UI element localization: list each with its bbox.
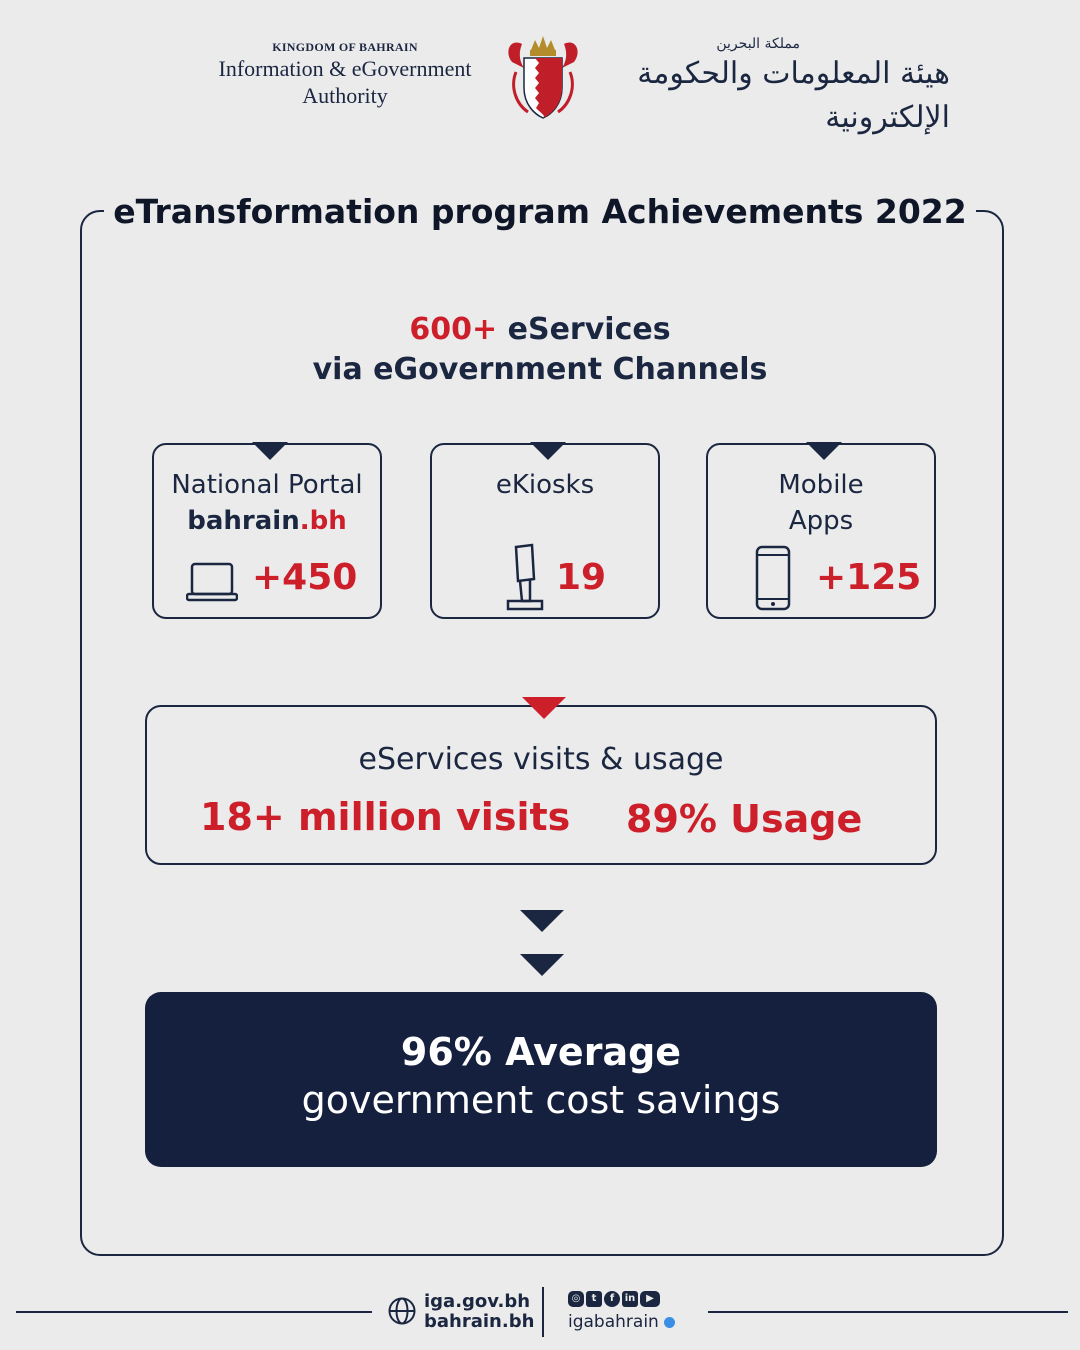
- org-name-line1: Information & eGovernment: [218, 56, 472, 81]
- card-notch: [530, 442, 566, 460]
- portal-domain-name: bahrain: [187, 506, 300, 536]
- visits-title: eServices visits & usage: [358, 742, 724, 777]
- channel-card-ekiosks: [430, 443, 660, 619]
- header-arabic: [590, 36, 950, 140]
- bahrain-crest-logo: [502, 32, 584, 122]
- channel-label-line1: National Portal: [171, 470, 363, 500]
- cost-savings-box: [145, 992, 937, 1167]
- channel-value: +125: [816, 557, 922, 598]
- social-handle-text: igabahrain: [568, 1312, 659, 1332]
- kiosk-icon: [502, 543, 548, 613]
- footer-rule-left: [16, 1311, 372, 1313]
- title-container: [104, 188, 976, 238]
- channel-card-national-portal: [152, 443, 382, 619]
- eservices-count: 600+: [409, 312, 498, 347]
- down-arrow-2: [520, 954, 564, 976]
- social-handle[interactable]: [568, 1312, 675, 1332]
- footer-rule-right: [708, 1311, 1068, 1313]
- card-notch: [252, 442, 288, 460]
- verified-badge-icon: [664, 1317, 675, 1328]
- org-name-arabic: هيئة المعلومات والحكومة الإلكترونية: [637, 56, 950, 135]
- channel-label: [708, 467, 934, 539]
- card-notch: [806, 442, 842, 460]
- footer-link-iga[interactable]: iga.gov.bh: [424, 1291, 531, 1312]
- channel-label-line2: Apps: [788, 506, 854, 536]
- header-english: [190, 40, 500, 109]
- eservices-label: eServices: [497, 312, 671, 347]
- down-arrow-1: [520, 910, 564, 932]
- savings-subline: government cost savings: [301, 1078, 781, 1122]
- visits-usage-box: [145, 705, 937, 865]
- channel-label: eKiosks: [495, 470, 595, 500]
- page-title: eTransformation program Achievements 2022: [113, 192, 967, 231]
- eservices-subline: via eGovernment Channels: [312, 352, 768, 387]
- org-name-line2: Authority: [302, 83, 388, 108]
- channel-label: [154, 467, 380, 539]
- channel-value: 19: [556, 557, 607, 598]
- twitter-icon[interactable]: t: [586, 1291, 602, 1307]
- channel-label-line1: Mobile: [778, 470, 864, 500]
- laptop-icon: [186, 561, 238, 605]
- mobile-phone-icon: [754, 545, 792, 611]
- footer-link-bahrain[interactable]: bahrain.bh: [424, 1311, 535, 1332]
- eservices-headline: [140, 310, 940, 390]
- footer-divider: [542, 1287, 544, 1337]
- visits-count: 18+ million visits: [200, 795, 571, 839]
- savings-headline: 96% Average: [400, 1030, 682, 1074]
- linkedin-icon[interactable]: in: [622, 1291, 638, 1307]
- youtube-icon[interactable]: ▶: [640, 1291, 660, 1307]
- kingdom-label: KINGDOM OF BAHRAIN: [272, 40, 418, 54]
- facebook-icon[interactable]: f: [604, 1291, 620, 1307]
- channel-card-mobile-apps: [706, 443, 936, 619]
- globe-icon: [387, 1296, 417, 1326]
- social-icons: [568, 1291, 662, 1310]
- portal-domain-tld: .bh: [299, 506, 347, 536]
- visits-notch: [522, 697, 566, 719]
- channel-value: +450: [252, 557, 358, 598]
- usage-percent: 89% Usage: [626, 797, 863, 841]
- instagram-icon[interactable]: ◎: [568, 1291, 584, 1307]
- footer-links: [424, 1292, 534, 1332]
- kingdom-label-arabic: مملكة البحرين: [716, 36, 800, 52]
